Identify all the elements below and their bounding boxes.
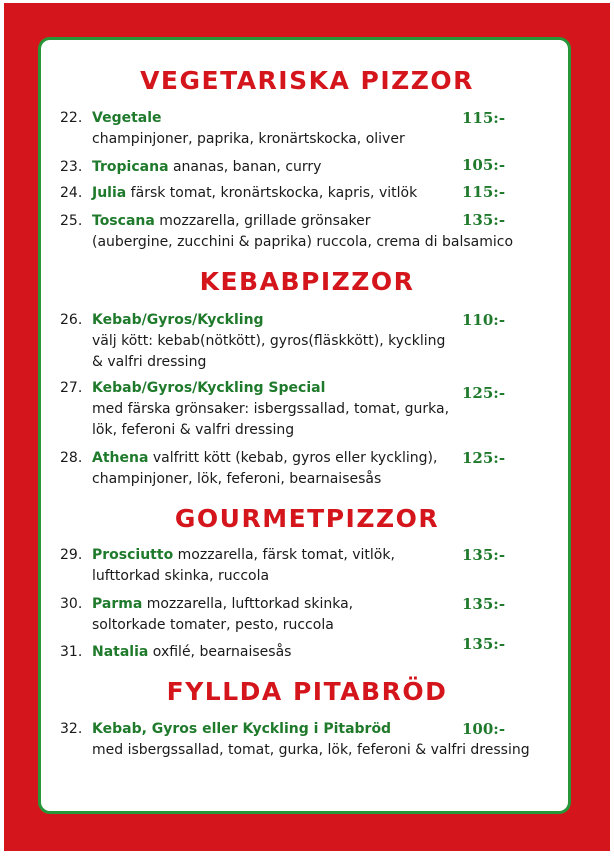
item-name: Kebab/Gyros/Kyckling (92, 312, 264, 328)
item-number: 31. (60, 644, 83, 660)
item-desc-line: soltorkade tomater, pesto, ruccola (92, 617, 334, 633)
item-price: 105:- (462, 156, 506, 174)
item-number: 23. (60, 159, 83, 175)
item-name: Vegetale (92, 110, 162, 126)
item-desc-line: lök, feferoni & valfri dressing (92, 422, 295, 438)
item-number: 29. (60, 547, 83, 563)
item-desc: valfritt kött (kebab, gyros eller kyckling), (148, 450, 438, 466)
item-number: 24. (60, 185, 83, 201)
item-price: 135:- (462, 635, 506, 653)
item-desc: färsk tomat, kronärtskocka, kapris, vitlök (126, 185, 418, 201)
item-price: 115:- (462, 109, 506, 127)
item-price: 135:- (462, 211, 506, 229)
item-price: 135:- (462, 595, 506, 613)
item-price: 125:- (462, 384, 506, 402)
item-price: 100:- (462, 720, 506, 738)
item-name: Kebab, Gyros eller Kyckling i Pitabröd (92, 721, 392, 737)
item-desc: mozzarella, färsk tomat, vitlök, (173, 547, 395, 563)
item-desc-line: med färska grönsaker: isbergssallad, tomat, gurka, (92, 401, 450, 417)
item-desc: ananas, banan, curry (168, 159, 322, 175)
item-desc: mozzarella, lufttorkad skinka, (142, 596, 354, 612)
item-number: 27. (60, 380, 83, 396)
item-price: 110:- (462, 311, 506, 329)
section-title-fyllda-pitabrod: FYLLDA PITABRÖD (166, 677, 448, 706)
item-name: Parma (92, 596, 143, 612)
item-desc-line: champinjoner, lök, feferoni, bearnaisesås (92, 471, 382, 487)
item-desc-line: välj kött: kebab(nötkött), gyros(fläskkött), kyckling (92, 333, 446, 349)
item-name: Prosciutto (92, 547, 174, 563)
section-title-gourmetpizzor: GOURMETPIZZOR (174, 504, 440, 533)
item-desc-line: & valfri dressing (92, 354, 207, 370)
item-name: Natalia (92, 644, 149, 660)
item-desc-line: med isbergssallad, tomat, gurka, lök, feferoni & valfri dressing (92, 742, 530, 758)
item-price: 135:- (462, 546, 506, 564)
item-number: 32. (60, 721, 83, 737)
item-price: 115:- (462, 183, 506, 201)
section-title-vegetariska: VEGETARISKA PIZZOR (140, 66, 474, 95)
item-name: Toscana (92, 213, 155, 229)
item-name: Tropicana (92, 159, 169, 175)
item-number: 28. (60, 450, 83, 466)
item-number: 22. (60, 110, 83, 126)
item-number: 26. (60, 312, 83, 328)
item-number: 30. (60, 596, 83, 612)
item-desc-line: champinjoner, paprika, kronärtskocka, oliver (92, 131, 405, 147)
item-name: Athena (92, 450, 149, 466)
section-title-kebabpizzor: KEBABPIZZOR (199, 267, 415, 296)
item-desc: oxfilé, bearnaisesås (148, 644, 292, 660)
item-name: Kebab/Gyros/Kyckling Special (92, 380, 326, 396)
item-desc: mozzarella, grillade grönsaker (154, 213, 371, 229)
item-desc-line: lufttorkad skinka, ruccola (92, 568, 270, 584)
item-number: 25. (60, 213, 83, 229)
item-name: Julia (92, 185, 127, 201)
item-desc-line: (aubergine, zucchini & paprika) ruccola, crema di balsamico (92, 234, 514, 250)
item-price: 125:- (462, 449, 506, 467)
